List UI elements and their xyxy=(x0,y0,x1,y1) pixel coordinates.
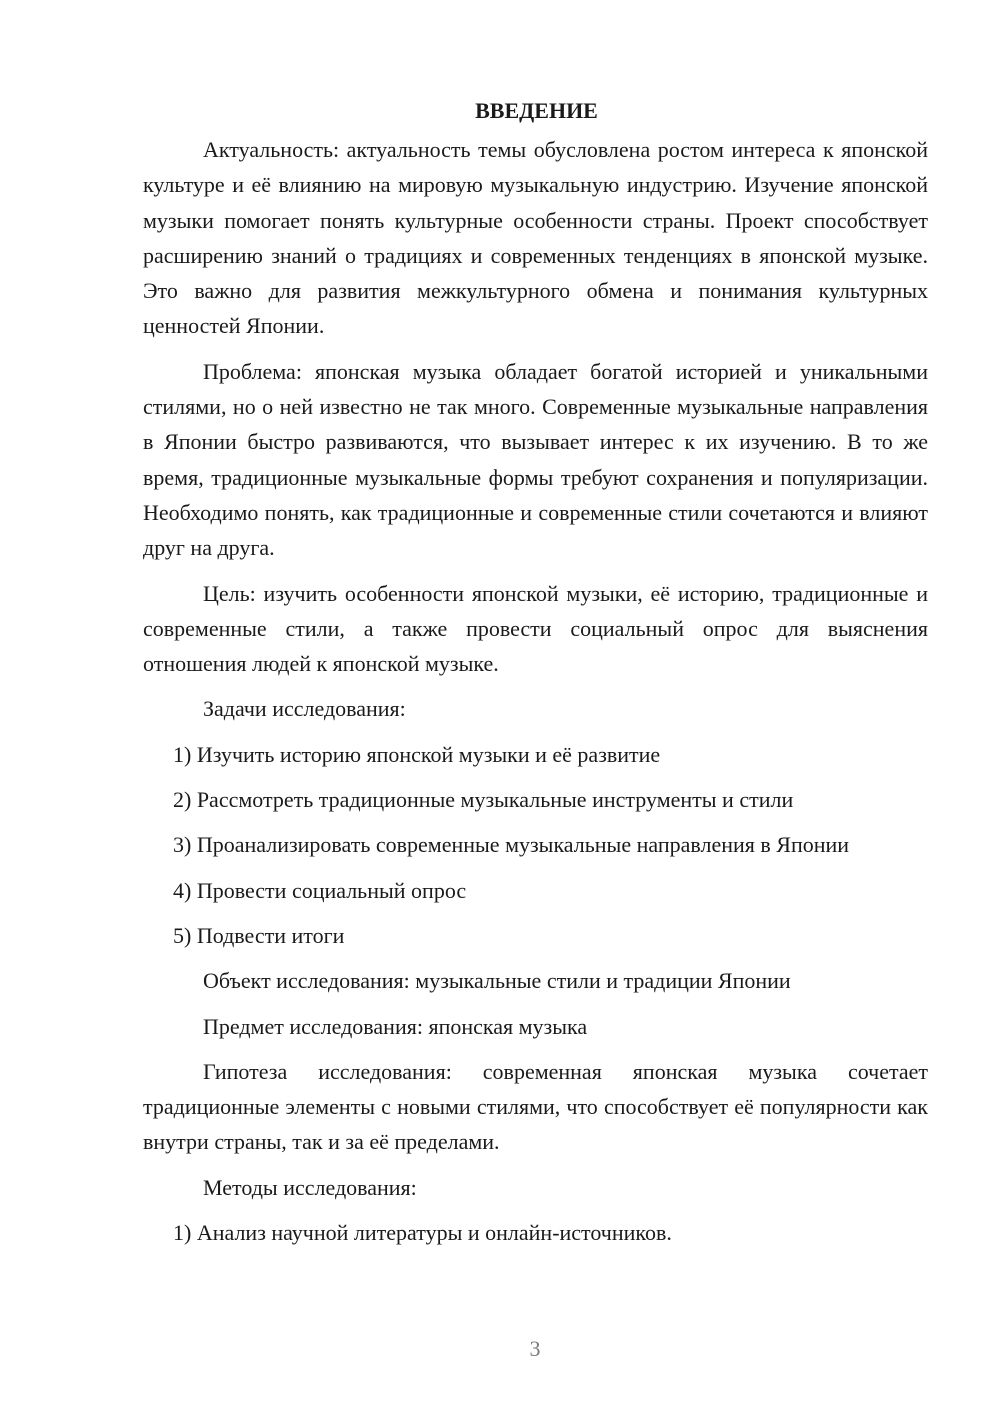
task-item: 5) Подвести итоги xyxy=(173,922,345,948)
relevance-paragraph: Актуальность: актуальность темы обусловлена ростом интереса к японской культуре и её влиянию на мировую музыкальную индустрию. Изучение японской музыки помогает понять культурные особенности страны. Проект способствует расширению знаний о традициях и современных тенденциях в японской музыке. Это важно для развития межкультурного обмена и понимания культурных ценностей Японии. xyxy=(143,137,928,339)
goal-paragraph: Цель: изучить особенности японской музыки, её историю, традиционные и современные стили, а также провести социальный опрос для выяснения отношения людей к японской музыке. xyxy=(143,580,928,677)
task-item: 4) Провести социальный опрос xyxy=(173,877,467,903)
subject-paragraph: Предмет исследования: японская музыка xyxy=(203,1013,588,1039)
object-paragraph: Объект исследования: музыкальные стили и традиции Японии xyxy=(203,968,791,994)
page-title: ВВЕДЕНИЕ xyxy=(475,98,598,123)
hypothesis-paragraph: Гипотеза исследования: современная японская музыка сочетает традиционные элементы с новыми стилями, что способствует её популярности как внутри страны, так и за её пределами. xyxy=(143,1058,928,1155)
page-number: 3 xyxy=(529,1336,541,1361)
task-item: 3) Проанализировать современные музыкальные направления в Японии xyxy=(173,832,850,858)
tasks-heading: Задачи исследования: xyxy=(203,696,406,722)
problem-paragraph: Проблема: японская музыка обладает богатой историей и уникальными стилями, но о ней известно не так много. Современные музыкальные направления в Японии быстро развиваются, что вызывает интерес к их изучению. В то же время, традиционные музыкальные формы требуют сохранения и популяризации. Необходимо понять, как традиционные и современные стили сочетаются и влияют друг на друга. xyxy=(143,358,928,561)
page-content xyxy=(143,96,928,1250)
method-item: 1) Анализ научной литературы и онлайн-источников. xyxy=(173,1220,672,1246)
methods-heading: Методы исследования: xyxy=(203,1174,417,1200)
task-item: 2) Рассмотреть традиционные музыкальные инструменты и стили xyxy=(173,787,794,813)
task-item: 1) Изучить историю японской музыки и её развитие xyxy=(173,741,661,767)
